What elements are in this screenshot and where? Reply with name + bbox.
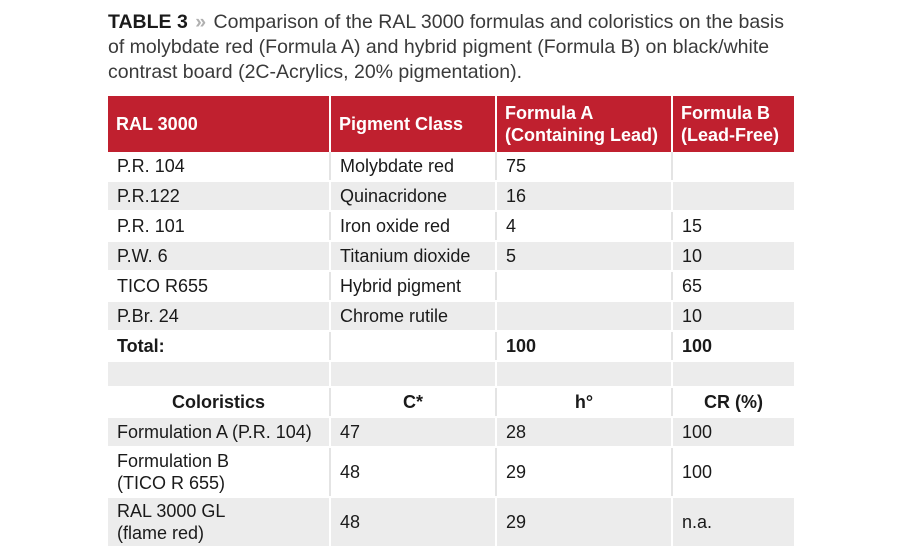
cell-pigment: TICO R655 <box>108 271 330 301</box>
table-header-row <box>108 96 794 152</box>
chevron-separator-icon: » <box>195 11 207 33</box>
table-row <box>108 271 794 301</box>
cell-formula-a: 16 <box>496 181 672 211</box>
table-row <box>108 241 794 271</box>
caption-label: TABLE 3 <box>108 11 188 33</box>
cell-pigment: P.Br. 24 <box>108 301 330 331</box>
coloristics-chroma: 48 <box>330 497 496 547</box>
header-formula-b: Formula B (Lead-Free) <box>672 96 794 152</box>
header-formula-a: Formula A (Containing Lead) <box>496 96 672 152</box>
spacer-row <box>108 361 794 387</box>
coloristics-chroma: 47 <box>330 417 496 447</box>
coloristics-header-label: Coloristics <box>108 387 330 417</box>
coloristics-hue: 29 <box>496 447 672 497</box>
cell-formula-a: 5 <box>496 241 672 271</box>
coloristics-hue: 28 <box>496 417 672 447</box>
table-row <box>108 301 794 331</box>
cell-formula-a <box>496 271 672 301</box>
ral3000-formula-table <box>108 96 794 548</box>
cell-class: Iron oxide red <box>330 211 496 241</box>
cell-formula-a: 75 <box>496 152 672 181</box>
table-row <box>108 152 794 181</box>
coloristics-name: Formulation B (TICO R 655) <box>108 447 330 497</box>
cell-formula-a <box>496 301 672 331</box>
coloristics-header-chroma: C* <box>330 387 496 417</box>
table-row <box>108 181 794 211</box>
cell-class: Molybdate red <box>330 152 496 181</box>
coloristics-hue: 29 <box>496 497 672 547</box>
cell-formula-b: 15 <box>672 211 794 241</box>
coloristics-row <box>108 497 794 547</box>
total-label: Total: <box>108 331 330 361</box>
cell-formula-a: 4 <box>496 211 672 241</box>
caption-text: Comparison of the RAL 3000 formulas and coloristics on the basis of molybdate red (Formula A) and hybrid pigment (Formula B) on black/white contrast board (2C-Acrylics, 20% pigmentation). <box>108 11 785 83</box>
coloristics-name: RAL 3000 GL (flame red) <box>108 497 330 547</box>
coloristics-cr: 100 <box>672 417 794 447</box>
coloristics-name: Formulation A (P.R. 104) <box>108 417 330 447</box>
total-formula-a: 100 <box>496 331 672 361</box>
total-empty-cell <box>330 331 496 361</box>
cell-formula-b <box>672 181 794 211</box>
coloristics-header-cr: CR (%) <box>672 387 794 417</box>
coloristics-header-row <box>108 387 794 417</box>
cell-pigment: P.R.122 <box>108 181 330 211</box>
coloristics-chroma: 48 <box>330 447 496 497</box>
coloristics-cr: n.a. <box>672 497 794 547</box>
coloristics-header-hue: h° <box>496 387 672 417</box>
total-row <box>108 331 794 361</box>
cell-class: Titanium dioxide <box>330 241 496 271</box>
cell-class: Chrome rutile <box>330 301 496 331</box>
table-row <box>108 211 794 241</box>
coloristics-row <box>108 447 794 497</box>
cell-formula-b: 10 <box>672 301 794 331</box>
cell-pigment: P.R. 104 <box>108 152 330 181</box>
cell-class: Hybrid pigment <box>330 271 496 301</box>
cell-pigment: P.W. 6 <box>108 241 330 271</box>
cell-formula-b <box>672 152 794 181</box>
cell-formula-b: 10 <box>672 241 794 271</box>
coloristics-row <box>108 417 794 447</box>
total-formula-b: 100 <box>672 331 794 361</box>
table-caption <box>108 10 798 85</box>
header-pigment-class: Pigment Class <box>330 96 496 152</box>
cell-class: Quinacridone <box>330 181 496 211</box>
cell-pigment: P.R. 101 <box>108 211 330 241</box>
header-ral3000: RAL 3000 <box>108 96 330 152</box>
coloristics-cr: 100 <box>672 447 794 497</box>
cell-formula-b: 65 <box>672 271 794 301</box>
